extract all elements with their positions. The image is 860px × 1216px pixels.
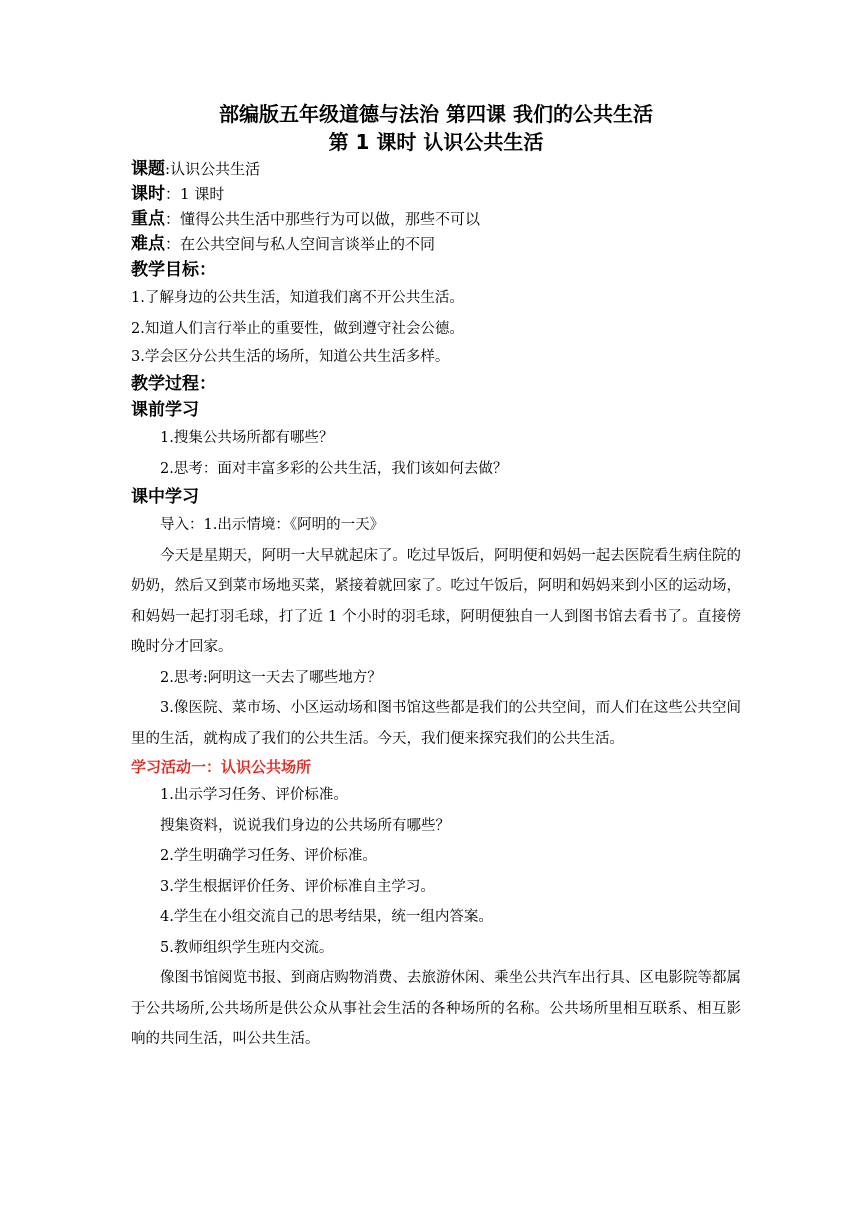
pre-study-item: 2.思考：面对丰富多彩的公共生活，我们该如何去做？ bbox=[160, 460, 508, 477]
document-title-line2: 第 1 课时 认识公共生活 bbox=[328, 130, 544, 154]
document-page bbox=[131, 100, 741, 1055]
activity1-step: 4.学生在小组交流自己的思考结果，统一组内答案。 bbox=[160, 909, 493, 925]
pre-study-heading: 课前学习 bbox=[131, 400, 199, 420]
document-title-line1: 部编版五年级道德与法治 第四课 我们的公共生活 bbox=[219, 102, 653, 126]
goal-item: 3.学会区分公共生活的场所，知道公共生活多样。 bbox=[131, 349, 450, 365]
goal-item: 1.了解身边的公共生活，知道我们离不开公共生活。 bbox=[131, 290, 464, 306]
process-heading: 教学过程： bbox=[131, 374, 216, 394]
meta-key-point-value: 懂得公共生活中那些行为可以做，那些不可以 bbox=[180, 210, 481, 228]
mid-study-intro: 导入：1.出示情境：《阿明的一天》 bbox=[160, 517, 385, 533]
meta-topic-sep: : bbox=[165, 160, 171, 178]
meta-topic-key: 课题 bbox=[131, 159, 165, 179]
goal-item: 2.知道人们言行举止的重要性，做到遵守社会公德。 bbox=[131, 320, 464, 337]
activity1-conclusion: 像图书馆阅览书报、到商店购物消费、去旅游休闲、乘坐公共汽车出行具、区电影院等都属于公共场所,公共场所是供公众从事社会生活的各种场所的名称。公共场所里相互联系、相互影响的共同生活，叫公共生活。 bbox=[131, 970, 741, 1047]
meta-difficulty-value: 在公共空间与私人空间言谈举止的不同 bbox=[180, 235, 436, 253]
activity1-step: 搜集资料，说说我们身边的公共场所有哪些？ bbox=[160, 817, 450, 834]
meta-difficulty-sep: ： bbox=[165, 235, 181, 253]
mid-study-story: 今天是星期天，阿明一大早就起床了。吃过早饭后，阿明便和妈妈一起去医院看生病住院的奶奶，然后又到菜市场地买菜，紧接着就回家了。吃过午饭后，阿明和妈妈来到小区的运动场，和妈妈一起打羽毛球，打了近 1 个小时的羽毛球，阿明便独自一人到图书馆去看书了。直接傍晚时分才回家。 bbox=[131, 547, 741, 655]
meta-key-point bbox=[131, 207, 741, 232]
meta-period-sep: ： bbox=[165, 185, 181, 203]
meta-period bbox=[131, 182, 741, 207]
activity1-step: 2.学生明确学习任务、评价标准。 bbox=[160, 848, 377, 864]
activity1-heading: 学习活动一：认识公共场所 bbox=[131, 758, 312, 776]
lesson-meta bbox=[131, 157, 741, 257]
meta-period-value: 1 课时 bbox=[180, 185, 225, 203]
mid-study-heading: 课中学习 bbox=[131, 487, 199, 507]
meta-difficulty-key: 难点 bbox=[131, 234, 165, 254]
meta-topic-value: 认识公共生活 bbox=[170, 160, 261, 178]
meta-topic bbox=[131, 157, 741, 182]
mid-study-think: 2.思考:阿明这一天去了哪些地方？ bbox=[160, 669, 382, 686]
meta-key-point-key: 重点 bbox=[131, 209, 165, 229]
meta-difficulty bbox=[131, 232, 741, 257]
mid-study-summary: 3.像医院、菜市场、小区运动场和图书馆这些都是我们的公共空间，而人们在这些公共空间里的生活，就构成了我们的公共生活。今天，我们便来探究我们的公共生活。 bbox=[131, 700, 741, 747]
activity1-step: 3.学生根据评价任务、评价标准自主学习。 bbox=[160, 878, 435, 895]
activity1-step: 5.教师组织学生班内交流。 bbox=[160, 939, 334, 956]
pre-study-item: 1.搜集公共场所都有哪些？ bbox=[160, 430, 334, 446]
activity1-step: 1.出示学习任务、评价标准。 bbox=[160, 787, 348, 803]
activity1-steps bbox=[131, 780, 741, 963]
goals-heading: 教学目标： bbox=[131, 260, 216, 280]
meta-key-point-sep: ： bbox=[165, 210, 181, 228]
goals-list bbox=[131, 283, 741, 371]
meta-period-key: 课时 bbox=[131, 184, 165, 204]
